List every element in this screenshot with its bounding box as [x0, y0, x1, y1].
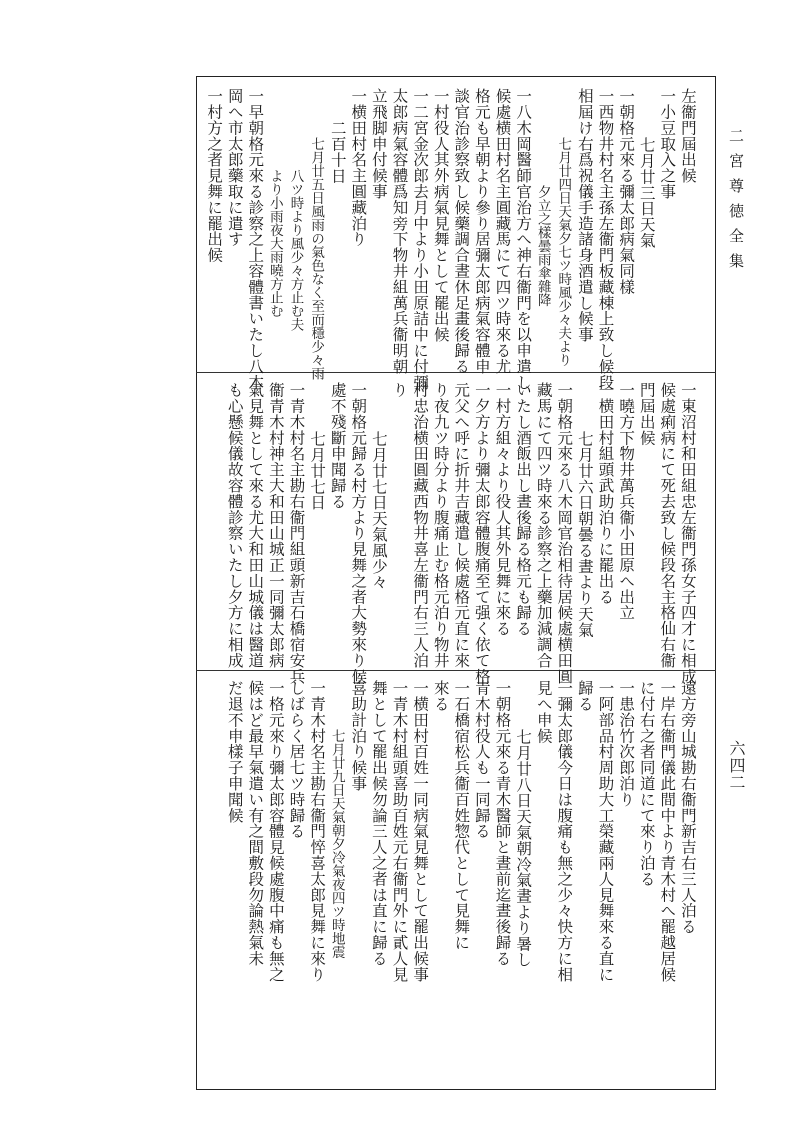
text-column: 一朝格元來る彌太郎病氣同樣: [617, 88, 636, 295]
text-column: 一朝格元來る青木醫師と晝前迄晝後歸る: [493, 680, 512, 967]
text-column: 八ツ時より風少々方止む夫: [287, 169, 304, 331]
text-column: 來る: [431, 680, 450, 712]
text-column: 一八木岡醫師官治方へ神右衞門を以申遣し: [514, 88, 533, 391]
text-column: より小雨夜大雨曉方止む: [266, 169, 283, 318]
text-column: 談官治診察致し候藥調合晝休足畫後歸る: [452, 88, 471, 375]
text-column: り夜九ツ時分より腹痛止む格元泊り物井: [431, 382, 450, 669]
text-column: しばらく居七ツ時歸る: [287, 680, 306, 839]
text-column: 一曉方下物井萬兵衞小田原へ出立: [617, 382, 636, 621]
section-divider-2: [196, 670, 716, 671]
text-column: いたし酒飯出し晝後歸る格元も歸る: [514, 382, 533, 637]
text-column: 候はど最早氣遣い有之間敷段勿論熱氣未: [246, 680, 265, 967]
text-column: 一夕方より彌太郎容體腹痛至て强く依て格: [472, 382, 491, 685]
text-column: 七月廿七日: [308, 430, 327, 511]
text-column: 一村方組々より役人其外見舞に來る: [493, 382, 512, 637]
book-title: 二宮尊徳全集: [727, 128, 745, 278]
text-column: 一彌太郎儀今日は腹痛も無之少々快方に相: [555, 680, 574, 983]
text-column: 處不殘斷申聞歸る: [328, 382, 347, 510]
text-column: 一石橋宿松兵衞百姓惣代として見舞に: [452, 680, 471, 951]
text-column: 一青木村組頭喜助百姓元右衞門外に貳人見: [390, 680, 409, 983]
text-column: 青木村役人も一同歸る: [472, 680, 491, 839]
text-column: 夕立之樣曇雨傘雜降: [534, 185, 551, 307]
text-column: 候處痢病にて死去致し候段名主格仙右衞: [658, 382, 677, 669]
text-column: 岡へ市太郎藥取に遣す: [225, 88, 244, 247]
text-column: 一青木村名主勘右衞門組頭新吉石橋宿安兵: [287, 382, 306, 685]
text-column: 門屆出候: [637, 382, 656, 446]
text-column: 一横田村百姓一同病氣見舞として罷出候事: [411, 680, 430, 983]
text-column: 一小豆取入之事: [658, 88, 677, 200]
text-column: 一二宮金次郎去月中より小田原詰中に付彌: [411, 88, 430, 391]
text-column: 見へ申候: [534, 680, 553, 744]
text-column: 立飛脚申付候事: [369, 88, 388, 200]
text-column: だ退不申樣子申聞候: [225, 680, 244, 824]
text-column: 一朝格元歸る村方より見舞之者大勢來り候: [349, 382, 368, 685]
text-column: 左衞門屆出候: [678, 88, 697, 184]
page-number: 六四二: [727, 740, 746, 791]
text-column: 七月廿四日天氣夕七ツ時風少々夫より: [555, 136, 572, 367]
text-column: 七月廿六日朝曇る晝より天氣: [575, 430, 594, 638]
text-column: 七月廿三日天氣: [637, 136, 656, 248]
text-column: 相屆け右爲祝儀手造諸身酒遣し候事: [575, 88, 594, 343]
text-column: 七月廿八日天氣朝冷氣晝より暑し: [514, 728, 533, 968]
text-column: 元父へ呼に折井吉藏遣し候處格元直に來: [452, 382, 471, 669]
text-column: 一村方之者見舞に罷出候: [205, 88, 224, 263]
text-column: り: [390, 382, 409, 398]
text-column: 衞青木村神主大和田山城正一同彌太郎病: [266, 382, 285, 669]
text-column: 一患治竹次郎泊り: [617, 680, 636, 808]
text-column: 藏馬にて四ツ時來る診察之上藥加減調合: [534, 382, 553, 669]
text-column: 一横田村名主圓藏泊り: [349, 88, 368, 247]
text-column: 二百十日: [328, 120, 347, 184]
text-column: 一早朝格元來る診察之上容體書いたし八木: [246, 88, 265, 391]
text-column: 一村役人其外病氣見舞として罷出候: [431, 88, 450, 343]
text-column: 七月廿七日天氣風少々: [369, 430, 388, 590]
text-column: 一岸右衞門儀此間中より青木村へ罷越居候: [658, 680, 677, 983]
text-column: 舞として罷出候勿論三人之者は直に歸る: [369, 680, 388, 967]
text-column: 七月廿九日天氣朝夕冷氣夜四ツ時地震: [328, 728, 345, 959]
text-column: 七月廿五日風雨の氣色なく至而穩少々雨: [308, 136, 325, 380]
text-column: 喜助計泊り候事: [349, 680, 368, 792]
text-column: 氣見舞として來る尤大和田山城儀は醫道: [246, 382, 265, 669]
text-column: 一青木村名主勘右衞門悴喜太郎見舞に來り: [308, 680, 327, 983]
text-column: 格元も早朝より參り居彌太郎病氣容體申: [472, 88, 491, 375]
text-column: 太郎病氣容體爲知旁下物井組萬兵衞明朝: [390, 88, 409, 375]
text-column: 一阿部品村周助大工榮藏兩人見舞來る直に: [596, 680, 615, 983]
text-column: 遠方旁山城勘右衞門新吉右三人泊る: [678, 680, 697, 935]
text-column: 一東沼村和田組忠左衞門孫女子四才に相成: [678, 382, 697, 685]
text-column: 歸る: [575, 680, 594, 712]
text-column: 一横田村組頭武助泊りに罷出る: [596, 382, 615, 605]
text-column: も心懸候儀故容體診察いたし夕方に相成: [225, 382, 244, 669]
text-column: に付右之者同道にて來り泊る: [637, 680, 656, 887]
text-column: 村忠治横田圓藏西物井喜左衞門右三人泊: [411, 382, 430, 669]
text-column: 候處横田村名主圓藏馬にて四ツ時來る尤: [493, 88, 512, 375]
text-column: 一西物井村名主孫左衞門板藏棟上致し候段: [596, 88, 615, 391]
text-column: 一朝格元來る八木岡官治相待居候處横田圓: [555, 382, 574, 685]
text-column: 一格元來り彌太郎容體見候處腹中痛も無之: [266, 680, 285, 983]
